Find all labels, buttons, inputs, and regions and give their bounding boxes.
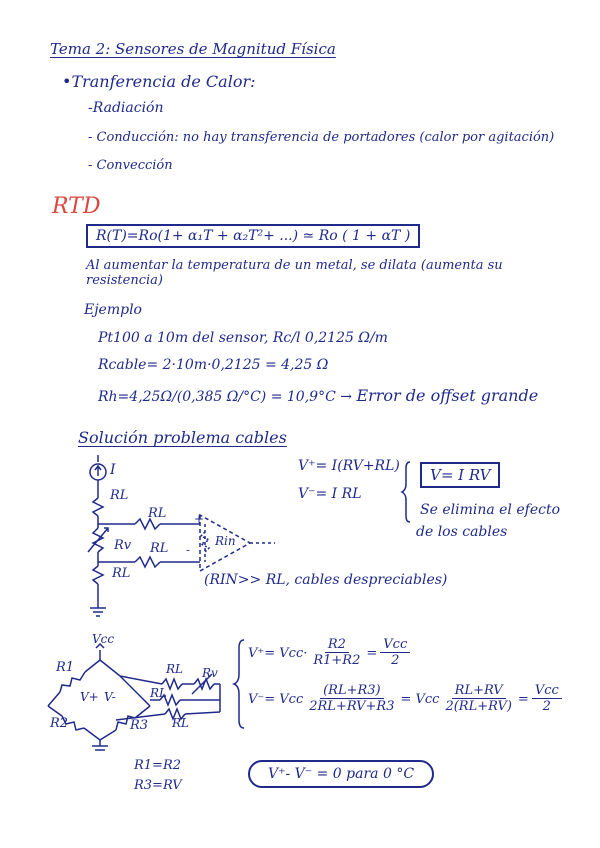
- balance-condition-oval: V⁺- V⁻ = 0 para 0 °C: [248, 760, 434, 788]
- bridge-vminus: V-: [104, 690, 116, 704]
- eq-bot-frac3: [532, 684, 562, 715]
- eq-top-lhs: V⁺= Vcc·: [248, 645, 308, 661]
- example-line1: Pt100 a 10m del sensor, Rc/l 0,2125 Ω/m: [98, 330, 388, 346]
- bridge-rl2: RL: [150, 686, 168, 700]
- example-line2: Rcable= 2·10m·0,2125 = 4,25 Ω: [98, 357, 329, 373]
- eq-top-den: R1+R2: [313, 653, 361, 669]
- bridge-rv: Rv: [202, 666, 218, 680]
- eq-bot-frac2: [442, 684, 514, 715]
- list-item-radiation: -Radiación: [88, 100, 164, 116]
- solution-heading: Solución problema cables: [78, 428, 287, 447]
- bridge-rl1: RL: [166, 662, 184, 676]
- rl-wire1-label: RL: [148, 506, 167, 521]
- eq-bot-den3: 2: [542, 699, 551, 715]
- eq-bot-num1: (RL+R3): [320, 684, 384, 699]
- bridge-r2: R2: [50, 716, 69, 731]
- bullet-heat-transfer: •Tranferencia de Calor:: [62, 72, 256, 91]
- eq-bot-num2: RL+RV: [452, 684, 506, 699]
- bridge-r1: R1: [56, 660, 75, 675]
- rtd-heading: RTD: [52, 194, 101, 219]
- plus-label: +: [194, 512, 205, 526]
- list-item-convection: - Convección: [88, 158, 173, 173]
- eq-top-den2: 2: [391, 653, 400, 669]
- current-label: I: [110, 462, 116, 478]
- eq-vplus: V⁺= I(RV+RL): [298, 458, 400, 474]
- rl-bottom-label: RL: [112, 566, 131, 581]
- rv-label: Rv: [114, 538, 132, 553]
- rl-top-label: RL: [110, 488, 129, 503]
- bridge-r3: R3: [130, 718, 149, 733]
- eq-bot-equals: =: [517, 691, 529, 707]
- bridge-vcc: Vcc: [92, 632, 115, 646]
- bridge-eq-bottom: [248, 684, 565, 715]
- example-line3-result: Error de offset grande: [356, 386, 539, 405]
- eq-top-equals: =: [366, 645, 378, 661]
- rin-label: Rin: [215, 534, 236, 548]
- eq-bot-den1: 2RL+RV+R3: [309, 699, 395, 715]
- bridge-rl3: RL: [172, 716, 190, 730]
- page-title: Tema 2: Sensores de Magnitud Física: [50, 40, 336, 58]
- eq-bot-num3: Vcc: [532, 684, 562, 699]
- eq-bot-den2: 2(RL+RV): [445, 699, 512, 715]
- note-line2: de los cables: [416, 524, 508, 540]
- bridge-cond2: R3=RV: [134, 778, 182, 793]
- eq-top-num: R2: [325, 638, 349, 653]
- bridge-vplus: V+: [80, 690, 99, 704]
- rl-wire2-label: RL: [150, 541, 169, 556]
- eq-top-frac2: [380, 638, 410, 669]
- eq-bot-mid: = Vcc: [400, 691, 440, 707]
- result-box: V= I RV: [420, 462, 500, 488]
- rtd-note-line1: Al aumentar la temperatura de un metal, se dilata (aumenta su: [86, 258, 503, 273]
- eq-bot-frac1: [306, 684, 397, 715]
- arrow-icon: →: [340, 389, 352, 405]
- eq-vminus: V⁻= I RL: [298, 486, 362, 502]
- bridge-cond1: R1=R2: [134, 758, 182, 773]
- list-item-conduction: - Conducción: no hay transferencia de portadores (calor por agitación): [88, 130, 555, 145]
- eq-top-num2: Vcc: [380, 638, 410, 653]
- note-line1: Se elimina el efecto: [420, 502, 560, 518]
- example-heading: Ejemplo: [84, 302, 142, 318]
- rtd-note-line2: resistencia): [86, 273, 163, 288]
- bridge-eq-top: [248, 638, 413, 669]
- rtd-formula: R(T)=Ro(1+ α₁T + α₂T²+ ...) ≃ Ro ( 1 + αT ): [86, 224, 420, 248]
- example-line3-calc: Rh=4,25Ω/(0,385 Ω/°C) = 10,9°C: [98, 389, 336, 405]
- eq-top-frac1: [310, 638, 363, 669]
- eq-bot-lhs: V⁻= Vcc: [248, 691, 304, 707]
- minus-label: -: [186, 543, 191, 557]
- rin-approximation: (RIN>> RL, cables despreciables): [204, 572, 448, 588]
